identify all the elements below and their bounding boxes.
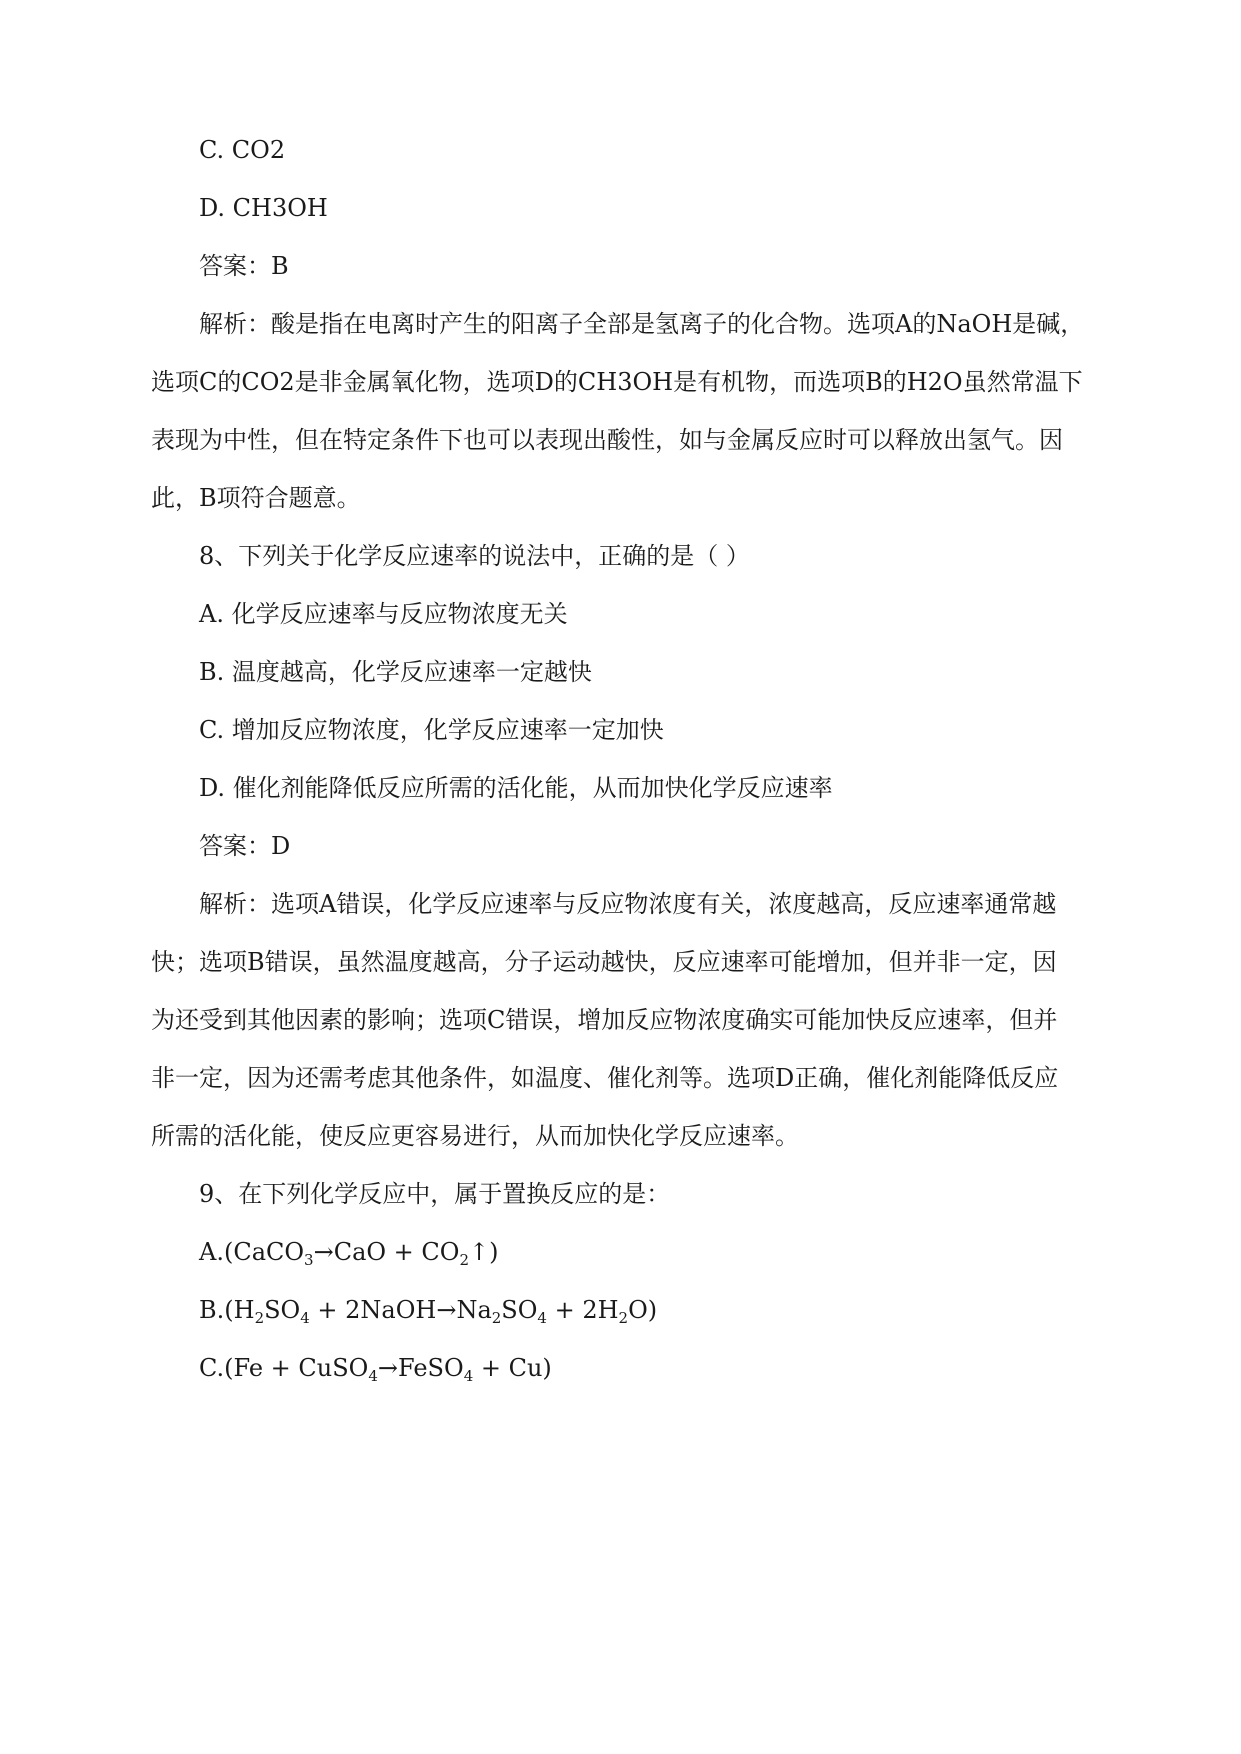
formula-part: ↑) xyxy=(469,1238,499,1266)
formula-part: + 2H xyxy=(546,1296,619,1324)
option-label: A. xyxy=(199,600,224,628)
formula-subscript: 3 xyxy=(304,1251,314,1269)
option-text: CO2 xyxy=(231,136,286,164)
formula-part: SO xyxy=(501,1296,538,1324)
question-8-option-a xyxy=(199,599,1139,629)
question-8-analysis-line: 非一定，因为还需考虑其他条件，如温度、催化剂等。选项D正确，催化剂能降低反应 xyxy=(151,1064,1059,1092)
option-label: A. xyxy=(199,1238,224,1266)
formula-subscript: 4 xyxy=(537,1309,547,1327)
option-text: 化学反应速率与反应物浓度无关 xyxy=(231,600,568,628)
formula-part: + Cu) xyxy=(473,1354,552,1382)
formula-subscript: 2 xyxy=(459,1251,470,1269)
option-label: D. xyxy=(199,774,226,802)
analysis-prev-line: 此，B项符合题意。 xyxy=(151,484,361,512)
analysis-prev-line: 表现为中性，但在特定条件下也可以表现出酸性，如与金属反应时可以释放出氢气。因 xyxy=(151,426,1063,454)
option-label: B. xyxy=(199,658,225,686)
option-text: 温度越高，化学反应速率一定越快 xyxy=(231,658,592,686)
question-8-analysis-line: 所需的活化能，使反应更容易进行，从而加快化学反应速率。 xyxy=(151,1122,799,1150)
question-8-option-d xyxy=(199,773,1139,803)
question-8-answer: 答案：D xyxy=(199,832,291,860)
option-text: 增加反应物浓度，化学反应速率一定加快 xyxy=(231,716,664,744)
formula-part: (Fe + CuSO xyxy=(224,1354,369,1382)
question-8-analysis-line: 为还受到其他因素的影响；选项C错误，增加反应物浓度确实可能加快反应速率，但并 xyxy=(151,1006,1058,1034)
analysis-prev-line: 选项C的CO2是非金属氧化物，选项D的CH3OH是有机物，而选项B的H2O虽然常温下 xyxy=(151,368,1083,396)
question-9-option-b xyxy=(199,1295,1139,1325)
answer-prev: 答案：B xyxy=(199,252,289,280)
option-label: C. xyxy=(199,1354,225,1382)
formula-part: SO xyxy=(264,1296,301,1324)
formula-part: (CaCO xyxy=(223,1238,305,1266)
formula-subscript: 2 xyxy=(491,1309,502,1327)
question-9-stem: 9、在下列化学反应中，属于置换反应的是： xyxy=(199,1180,671,1208)
question-8-option-c xyxy=(199,715,1139,745)
option-label: C. xyxy=(199,716,225,744)
question-8-stem: 8、下列关于化学反应速率的说法中，正确的是（ ） xyxy=(199,542,750,570)
question-8-analysis-line: 快；选项B错误，虽然温度越高，分子运动越快，反应速率可能增加，但并非一定，因 xyxy=(151,948,1057,976)
option-c-prev xyxy=(199,135,1139,165)
formula-subscript: 4 xyxy=(463,1367,474,1385)
option-text: CH3OH xyxy=(232,194,328,222)
option-label: D. xyxy=(199,194,226,222)
analysis-prev-line: 解析：酸是指在电离时产生的阳离子全部是氢离子的化合物。选项A的NaOH是碱， xyxy=(199,310,1085,338)
formula-part: O) xyxy=(628,1296,658,1324)
option-label: C. xyxy=(199,136,225,164)
formula-part: + 2NaOH→Na xyxy=(309,1296,492,1324)
formula-subscript: 2 xyxy=(618,1309,629,1327)
formula-part: →CaO + CO xyxy=(313,1238,460,1266)
formula-part: (H xyxy=(224,1296,255,1324)
question-8-analysis-line: 解析：选项A错误，化学反应速率与反应物浓度有关，浓度越高，反应速率通常越 xyxy=(199,890,1057,918)
question-9-option-c xyxy=(199,1353,1139,1383)
question-9-option-a xyxy=(199,1237,1139,1267)
option-text: 催化剂能降低反应所需的活化能，从而加快化学反应速率 xyxy=(232,774,833,802)
formula-subscript: 2 xyxy=(254,1309,265,1327)
formula-subscript: 4 xyxy=(368,1367,378,1385)
question-8-option-b xyxy=(199,657,1139,687)
option-d-prev xyxy=(199,193,1139,223)
formula-part: →FeSO xyxy=(377,1354,464,1382)
formula-subscript: 4 xyxy=(300,1309,310,1327)
option-label: B. xyxy=(199,1296,225,1324)
